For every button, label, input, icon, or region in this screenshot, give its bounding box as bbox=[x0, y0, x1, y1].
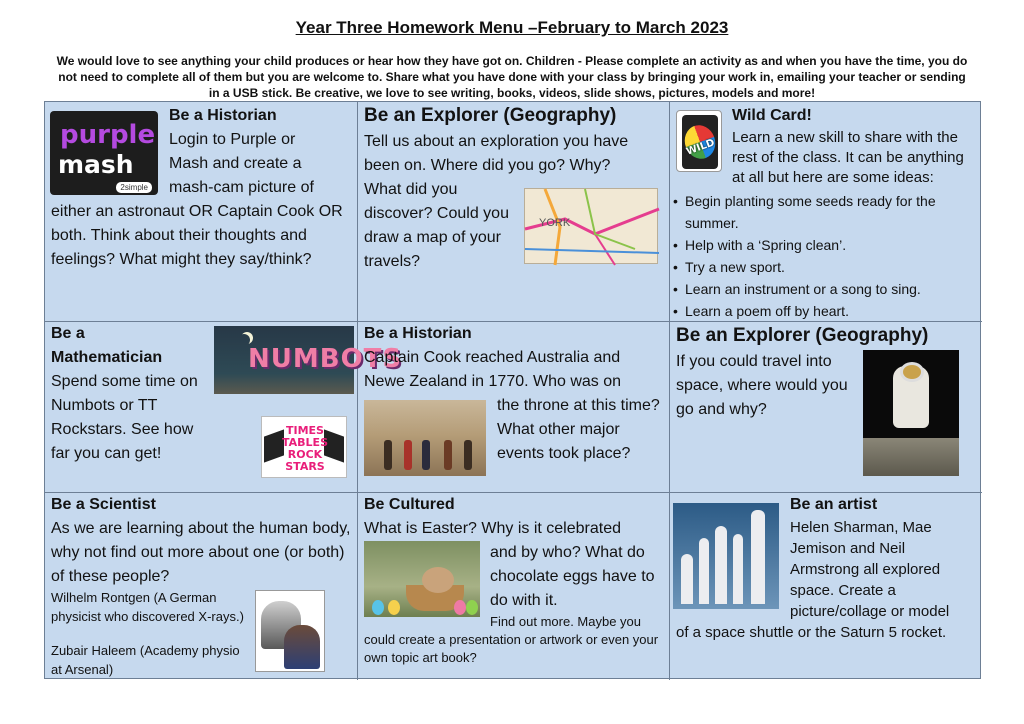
homework-grid bbox=[44, 101, 981, 679]
egg-icon bbox=[372, 600, 384, 615]
york-map-image bbox=[524, 188, 658, 264]
rockets-image bbox=[673, 503, 779, 609]
list-item: • Begin planting some seeds ready for the summer. bbox=[673, 190, 973, 234]
list-item: • Try a new sport. bbox=[673, 256, 973, 278]
logo-purple-text: purple bbox=[60, 120, 156, 150]
cell-heading: Be a Historian bbox=[169, 107, 277, 124]
rocket-icon bbox=[715, 526, 727, 604]
cell-text: What is Easter? Why is it celebrated bbox=[364, 520, 621, 537]
page-title: Year Three Homework Menu –February to March 2023 bbox=[295, 18, 729, 37]
uno-card-face bbox=[682, 115, 718, 169]
cell-text: and by who? What do chocolate eggs have to do with it. bbox=[490, 544, 655, 609]
uno-card-word: WILD bbox=[684, 137, 717, 158]
egg-icon bbox=[388, 600, 400, 615]
numbots-logo-text: NUMBOTS bbox=[248, 344, 403, 374]
egg-icon bbox=[454, 600, 466, 615]
cell-cultured bbox=[358, 493, 670, 680]
cell-text: What did you discover? Could you draw a map of your travels? bbox=[364, 181, 509, 270]
cell-text-small: could create a presentation or artwork or even your own topic art book? bbox=[364, 632, 659, 665]
astronaut-visor bbox=[900, 362, 924, 382]
logo-2simple-badge: 2simple bbox=[116, 182, 152, 193]
rocket-icon bbox=[699, 538, 709, 604]
rocket-icon bbox=[681, 554, 693, 604]
figure-icon bbox=[464, 440, 472, 470]
ideas-list bbox=[673, 190, 973, 322]
cell-text: Captain Cook reached Australia and Newe Zealand in 1770. Who was on bbox=[364, 349, 622, 390]
cell-mathematician bbox=[45, 322, 403, 493]
captain-cook-painting bbox=[364, 400, 486, 476]
cell-heading: Be a Scientist bbox=[51, 496, 156, 513]
cell-heading: Be an Explorer (Geography) bbox=[676, 325, 929, 346]
cell-text: If you could travel into space, where would you go and why? bbox=[676, 353, 848, 418]
figure-icon bbox=[404, 440, 412, 470]
cell-heading: Be Cultured bbox=[364, 496, 455, 513]
cell-heading: Be an artist bbox=[790, 496, 878, 513]
intro-text: We would love to see anything your child produces or hear how they have got on. Children - Please complete an activity as and when you have the time, you do not need to complete all of them but you are welcome to. Share what you have done with your class by bringing your work in, emailing your teacher or sending in a USB stick. Be creative, we love to see writing, books, videos, slide shows, pictures, models and more! bbox=[56, 54, 968, 100]
cell-heading: Be a Historian bbox=[364, 325, 472, 342]
rocket-icon bbox=[751, 510, 765, 604]
tt-rockstars-logo bbox=[261, 416, 347, 478]
cell-text: the throne at this time? What other major events took place? bbox=[497, 397, 660, 462]
logo-mash-text: mash bbox=[58, 150, 134, 179]
moon-surface bbox=[863, 438, 959, 476]
person-text: Zubair Haleem (Academy physio at Arsenal) bbox=[51, 643, 240, 677]
cell-explorer-space bbox=[670, 322, 982, 493]
cell-text: Tell us about an exploration you have been on. Where did you go? Why? bbox=[364, 133, 629, 174]
cell-scientist bbox=[45, 493, 358, 680]
cell-text-small: Find out more. Maybe you bbox=[490, 614, 642, 629]
cell-text-line: Mash and create a bbox=[169, 155, 302, 172]
list-item: • Learn a poem off by heart. bbox=[673, 300, 973, 322]
list-item: • Learn an instrument or a song to sing. bbox=[673, 278, 973, 300]
astronaut-image bbox=[863, 350, 959, 476]
rocket-icon bbox=[733, 534, 743, 604]
cell-text-line: mash-cam picture of bbox=[169, 179, 314, 196]
egg-icon bbox=[466, 600, 478, 615]
cell-heading: Be a bbox=[51, 325, 85, 342]
cell-text: of a space shuttle or the Saturn 5 rocket. bbox=[676, 624, 947, 641]
list-item: • Help with a ‘Spring clean’. bbox=[673, 234, 973, 256]
uno-card-image bbox=[676, 110, 722, 172]
haleem-portrait bbox=[284, 625, 320, 669]
bunny-shape bbox=[422, 567, 454, 593]
easter-bunny-image bbox=[364, 541, 480, 617]
scientist-photos bbox=[255, 590, 325, 672]
cell-text-line: Login to Purple or bbox=[169, 131, 296, 148]
cell-text: either an astronaut OR Captain Cook OR both. Think about their thoughts and feelings? What might they say/think? bbox=[51, 203, 343, 268]
cell-wild-card bbox=[670, 102, 982, 322]
figure-icon bbox=[422, 440, 430, 470]
cell-heading: Wild Card! bbox=[732, 107, 812, 124]
cell-text: Helen Sharman, Mae Jemison and Neil Armstrong all explored space. Create a picture/collage or model bbox=[790, 519, 950, 620]
cell-heading: Mathematician bbox=[51, 349, 163, 366]
cell-artist bbox=[670, 493, 982, 680]
tt-rockstars-text: TIMES TABLES ROCK STARS bbox=[282, 424, 328, 473]
cell-historian-purple-mash bbox=[45, 102, 358, 322]
cell-historian-captain-cook bbox=[358, 322, 670, 493]
cell-explorer-map bbox=[358, 102, 670, 322]
figure-icon bbox=[384, 440, 392, 470]
figure-icon bbox=[444, 440, 452, 470]
cell-heading: Be an Explorer (Geography) bbox=[364, 105, 617, 126]
map-label: YORK bbox=[539, 217, 571, 229]
person-text: Wilhelm Rontgen (A German physicist who discovered X-rays.) bbox=[51, 590, 244, 624]
purple-mash-logo bbox=[50, 111, 158, 195]
cell-text: Spend some time on Numbots or TT Rockstars. See how far you can get! bbox=[51, 373, 198, 462]
cell-text: Learn a new skill to share with the rest of the class. It can be anything at all but here are some ideas: bbox=[732, 129, 964, 186]
numbots-image bbox=[214, 326, 403, 394]
cell-text: As we are learning about the human body, why not find out more about one (or both) of these people? bbox=[51, 520, 351, 585]
